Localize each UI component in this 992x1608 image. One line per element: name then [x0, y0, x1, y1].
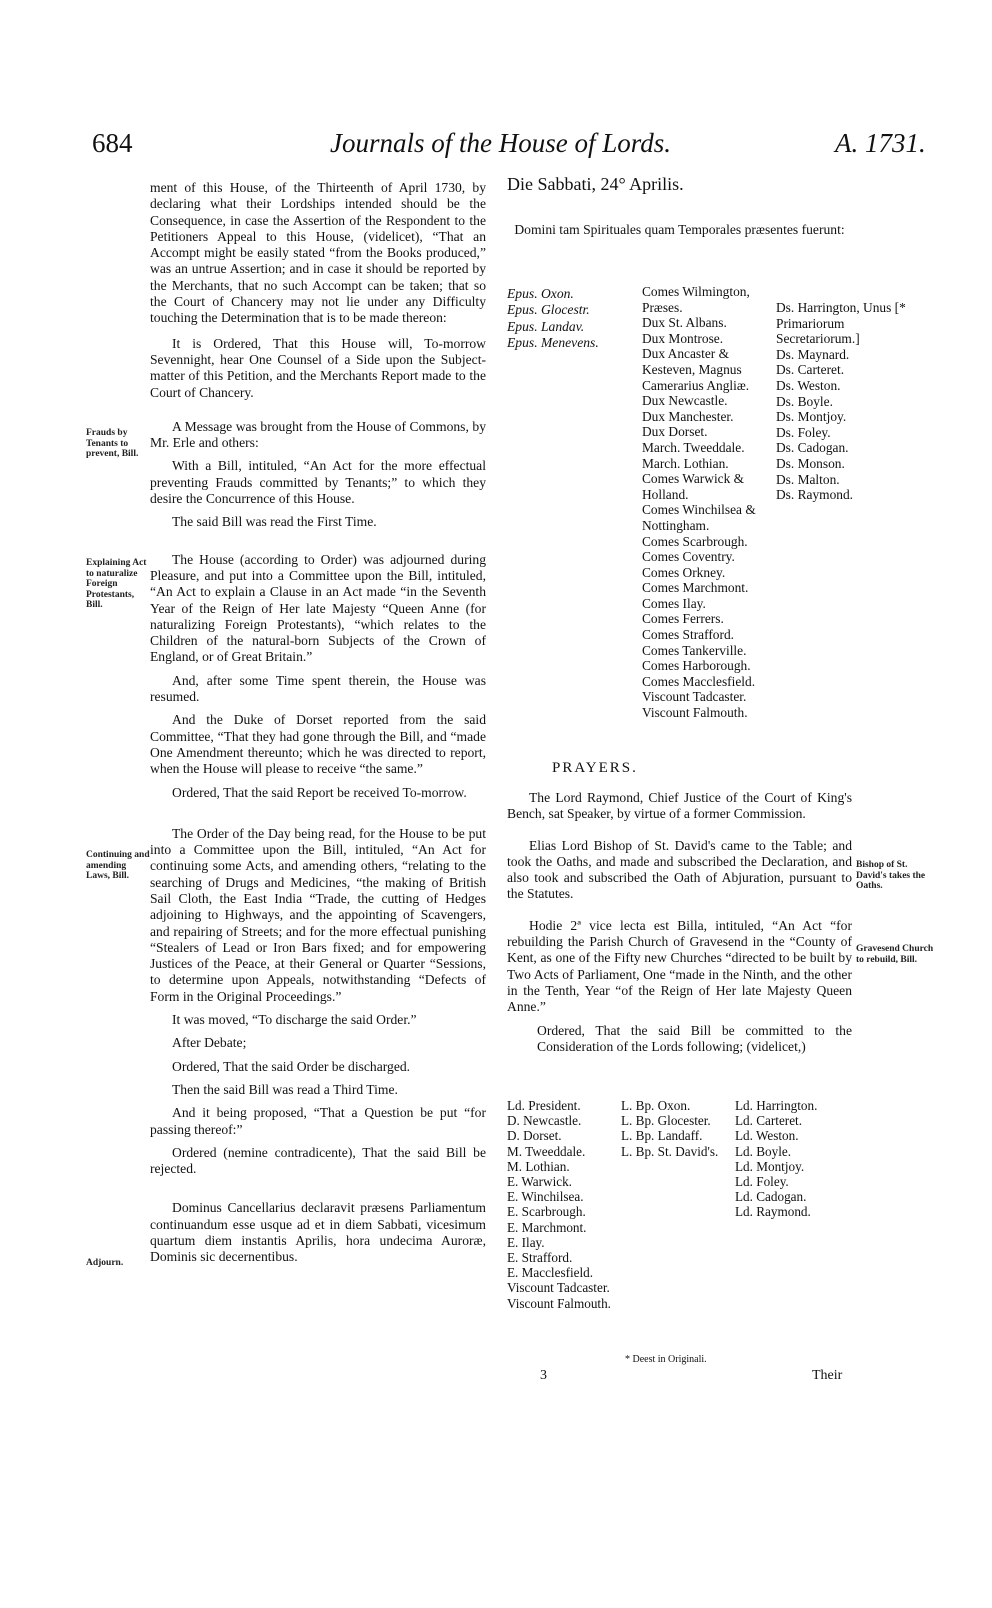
list-item: Dux Manchester.	[642, 408, 734, 424]
list-item: Viscount Falmouth.	[507, 1295, 611, 1311]
list-item: Comes Winchilsea & Nottingham.	[642, 502, 756, 533]
committee-list-bishops	[621, 1098, 733, 1159]
list-item: Ds. Malton.	[776, 471, 840, 487]
paragraph: The House (according to Order) was adjourned during Pleasure, and put into a Committee upon the Bill, intituled, “An Act to explain a Clause in an Act made “in the Seventh Year of the Reign of Her late Majesty “Queen Anne (for naturalizing Foreign Protestants), “which relates to the Children of the natural-born Subjects of the Crown of England, or of Great Britain.”	[150, 551, 486, 665]
prayers-heading: PRAYERS.	[552, 760, 638, 776]
paragraph: The Lord Raymond, Chief Justice of the Court of King's Bench, sat Speaker, by virtue of a former Commission.	[507, 790, 852, 822]
list-item: Epus. Oxon.	[507, 286, 574, 301]
signature-mark: 3	[540, 1368, 547, 1383]
paragraph: The said Bill was read the First Time.	[172, 514, 377, 530]
list-item: Epus. Menevens.	[507, 334, 599, 350]
margin-note: Bishop of St. David's takes the Oaths.	[856, 860, 926, 891]
list-item: Ds. Carteret.	[776, 362, 845, 378]
paragraph: And the Duke of Dorset reported from the said Committee, “That they had gone through the Bill, and “made One Amendment thereunto; which he was directed to report, when the House will please to receive “the same.”	[150, 712, 486, 777]
barons-list	[776, 300, 926, 503]
list-item: Comes Tankerville.	[642, 642, 747, 658]
paragraph: Ordered, That the said Report be received To-morrow.	[172, 784, 467, 800]
list-item: Comes Ferrers.	[642, 611, 724, 627]
list-item: Comes Wilmington, Præses.	[642, 284, 750, 315]
year: A. 1731.	[835, 128, 926, 158]
list-item: Viscount Tadcaster.	[642, 689, 747, 705]
paragraph: And, after some Time spent therein, the House was resumed.	[150, 672, 486, 705]
paragraph: With a Bill, intituled, “An Act for the more effectual preventing Frauds committed by Tenants;” to which they desire the Concurrence of this House.	[150, 458, 486, 507]
paragraph: The Order of the Day being read, for the House to be put into a Committee upon the Bill, intituled, “An Act for continuing some Acts, and amending others, “relating to the searching of Drugs and Medicines, “the making of British Sail Cloth, the East India “Trade, the cutting of Hedges adjoining to Highways, and the appointing of Scavengers, and repairing of Streets; and for the more effectual punishing “Stealers of Lead or Iron Bars fixed; and for empowering Justices of the Peace, at their General or Quarter “Sessions, to determine upon Appeals, notwithstanding “Defects of Form in the Original Proceedings.”	[150, 825, 486, 1004]
list-item: Dux Dorset.	[642, 424, 708, 440]
list-item: Ld. Foley.	[735, 1174, 789, 1190]
journal-title: Journals of the House of Lords.	[330, 128, 672, 158]
paragraph: Ordered, That the said Order be discharged.	[172, 1058, 411, 1074]
paragraph: After Debate;	[172, 1035, 247, 1051]
list-item: M. Tweeddale.	[507, 1143, 586, 1159]
page-number: 684	[92, 128, 133, 158]
paragraph: A Message was brought from the House of Commons, by Mr. Erle and others:	[150, 418, 486, 451]
page-header	[0, 128, 992, 168]
paragraph: Dominus Cancellarius declaravit præsens Parliamentum continuandum esse usque ad et in diem Sabbati, vicesimum quartum diem instantis Aprilis, hora undecima Auroræ, Dominis sic decernentibus.	[150, 1200, 486, 1265]
paragraph: Then the said Bill was read a Third Time.	[172, 1081, 398, 1097]
list-item: Ds. Boyle.	[776, 393, 833, 409]
list-item: Comes Warwick & Holland.	[642, 471, 745, 502]
list-item: Ds. Cadogan.	[776, 440, 849, 456]
footnote: * Deest in Originali.	[625, 1354, 707, 1365]
list-item: Comes Macclesfield.	[642, 673, 756, 689]
list-item: L. Bp. St. David's.	[621, 1143, 719, 1159]
paragraph: It was moved, “To discharge the said Order.”	[172, 1012, 417, 1028]
margin-note: Explaining Act to naturalize Foreign Protestants, Bill.	[86, 558, 147, 610]
list-item: Epus. Glocestr.	[507, 302, 590, 318]
list-item: Ld. Montjoy.	[735, 1158, 805, 1174]
list-item: Ds. Maynard.	[776, 346, 850, 362]
list-item: Ds. Foley.	[776, 424, 831, 440]
margin-note: Frauds by Tenants to prevent, Bill.	[86, 428, 139, 459]
list-item: Ds. Montjoy.	[776, 409, 847, 425]
list-item: D. Dorset.	[507, 1128, 562, 1144]
paragraph: Hodie 2ª vice lecta est Billa, intituled, “An Act “for rebuilding the Parish Church of Gravesend in the “County of Kent, as one of the Fifty new Churches “directed to be built by Two Acts of Parliament, One “made in the Ninth, and the other in the Tenth, Year “of the Reign of Her late Majesty Queen Anne.”	[507, 917, 852, 1015]
list-item: Ld. Boyle.	[735, 1143, 792, 1159]
paragraph: Elias Lord Bishop of St. David's came to the Table; and took the Oaths, and made and subscribed the Declaration, and also took and subscribed the Oath of Abjuration, pursuant to the Statutes.	[507, 837, 852, 902]
list-item: Comes Harborough.	[642, 658, 751, 674]
present-line: Domini tam Spirituales quam Temporales præsentes fuerunt:	[514, 222, 845, 237]
list-item: E. Warwick.	[507, 1174, 572, 1190]
list-item: L. Bp. Oxon.	[621, 1098, 691, 1113]
list-item: Viscount Tadcaster.	[507, 1280, 610, 1296]
list-item: Comes Ilay.	[642, 595, 706, 611]
paragraph: Ordered (nemine contradicente), That the said Bill be rejected.	[150, 1144, 486, 1177]
list-item: Dux St. Albans.	[642, 315, 727, 331]
bishops-list	[507, 286, 637, 351]
list-item: Ld. Raymond.	[735, 1204, 811, 1220]
list-item: Ds. Monson.	[776, 455, 845, 471]
list-item: Epus. Landav.	[507, 318, 585, 334]
list-item: Ds. Weston.	[776, 377, 841, 393]
margin-note: Continuing and amending Laws, Bill.	[86, 850, 150, 881]
list-item: Ld. Weston.	[735, 1128, 799, 1144]
list-item: Dux Newcastle.	[642, 393, 728, 409]
list-item: E. Marchmont.	[507, 1219, 587, 1235]
list-item: E. Scarbrough.	[507, 1204, 586, 1220]
list-item: Ld. Harrington.	[735, 1098, 818, 1113]
list-item: Comes Coventry.	[642, 549, 735, 565]
list-item: Comes Scarbrough.	[642, 533, 748, 549]
list-item: March. Tweeddale.	[642, 439, 745, 455]
right-body	[507, 790, 852, 1062]
list-item: Comes Marchmont.	[642, 580, 749, 596]
list-item: E. Macclesfield.	[507, 1265, 594, 1281]
list-item: Viscount Falmouth.	[642, 705, 748, 721]
date-heading: Die Sabbati, 24° Aprilis.	[507, 174, 684, 194]
list-item: Ld. President.	[507, 1098, 581, 1113]
catchword: Their	[812, 1368, 843, 1383]
list-item: Comes Strafford.	[642, 627, 734, 643]
list-item: L. Bp. Landaff.	[621, 1128, 703, 1144]
list-item: L. Bp. Glocester.	[621, 1113, 711, 1129]
list-item: E. Ilay.	[507, 1234, 545, 1250]
list-item: Dux Ancaster & Kesteven, Magnus Camerarius Angliæ.	[642, 346, 750, 393]
committee-list-barons	[735, 1098, 847, 1220]
paragraph: ment of this House, of the Thirteenth of April 1730, by declaring what their Lordships intended should be the Consequence, in case the Assertion of the Respondent to the Petitioners Appeal to this House, (videlicet), “That an Accompt might be easily stated “from the Books produced,” was an untrue Assertion; and in case it should be reported by the Merchants, that no such Accompt can be taken; that so the Court of Chancery may not lie under any Difficulty touching the Determination that is to be made thereon:	[150, 180, 486, 326]
list-item: Ds. Harrington, Unus [* Primariorum Secretariorum.]	[776, 300, 906, 347]
list-item: Ds. Raymond.	[776, 487, 853, 503]
list-item: Dux Montrose.	[642, 330, 724, 346]
committee-list-temporal	[507, 1098, 619, 1311]
list-item: E. Winchilsea.	[507, 1189, 584, 1205]
paragraph: And it being proposed, “That a Question be put “for passing thereof:”	[150, 1105, 486, 1137]
list-item: Ld. Cadogan.	[735, 1189, 807, 1205]
margin-note: Gravesend Church to rebuild, Bill.	[856, 944, 934, 965]
list-item: M. Lothian.	[507, 1158, 570, 1174]
paragraph: It is Ordered, That this House will, To-morrow Sevennight, hear One Counsel of a Side upon the Subject-matter of this Petition, and the Merchants Report made to the Court of Chancery.	[150, 335, 486, 400]
list-item: March. Lothian.	[642, 455, 729, 471]
paragraph: Ordered, That the said Bill be committed to the Consideration of the Lords following; (videlicet,)	[537, 1022, 852, 1054]
temporal-lords-list	[642, 284, 772, 721]
margin-note: Adjourn.	[86, 1258, 124, 1268]
list-item: D. Newcastle.	[507, 1113, 582, 1129]
list-item: Comes Orkney.	[642, 564, 726, 580]
left-column	[150, 180, 486, 1273]
list-item: E. Strafford.	[507, 1250, 573, 1266]
list-item: Ld. Carteret.	[735, 1113, 803, 1129]
